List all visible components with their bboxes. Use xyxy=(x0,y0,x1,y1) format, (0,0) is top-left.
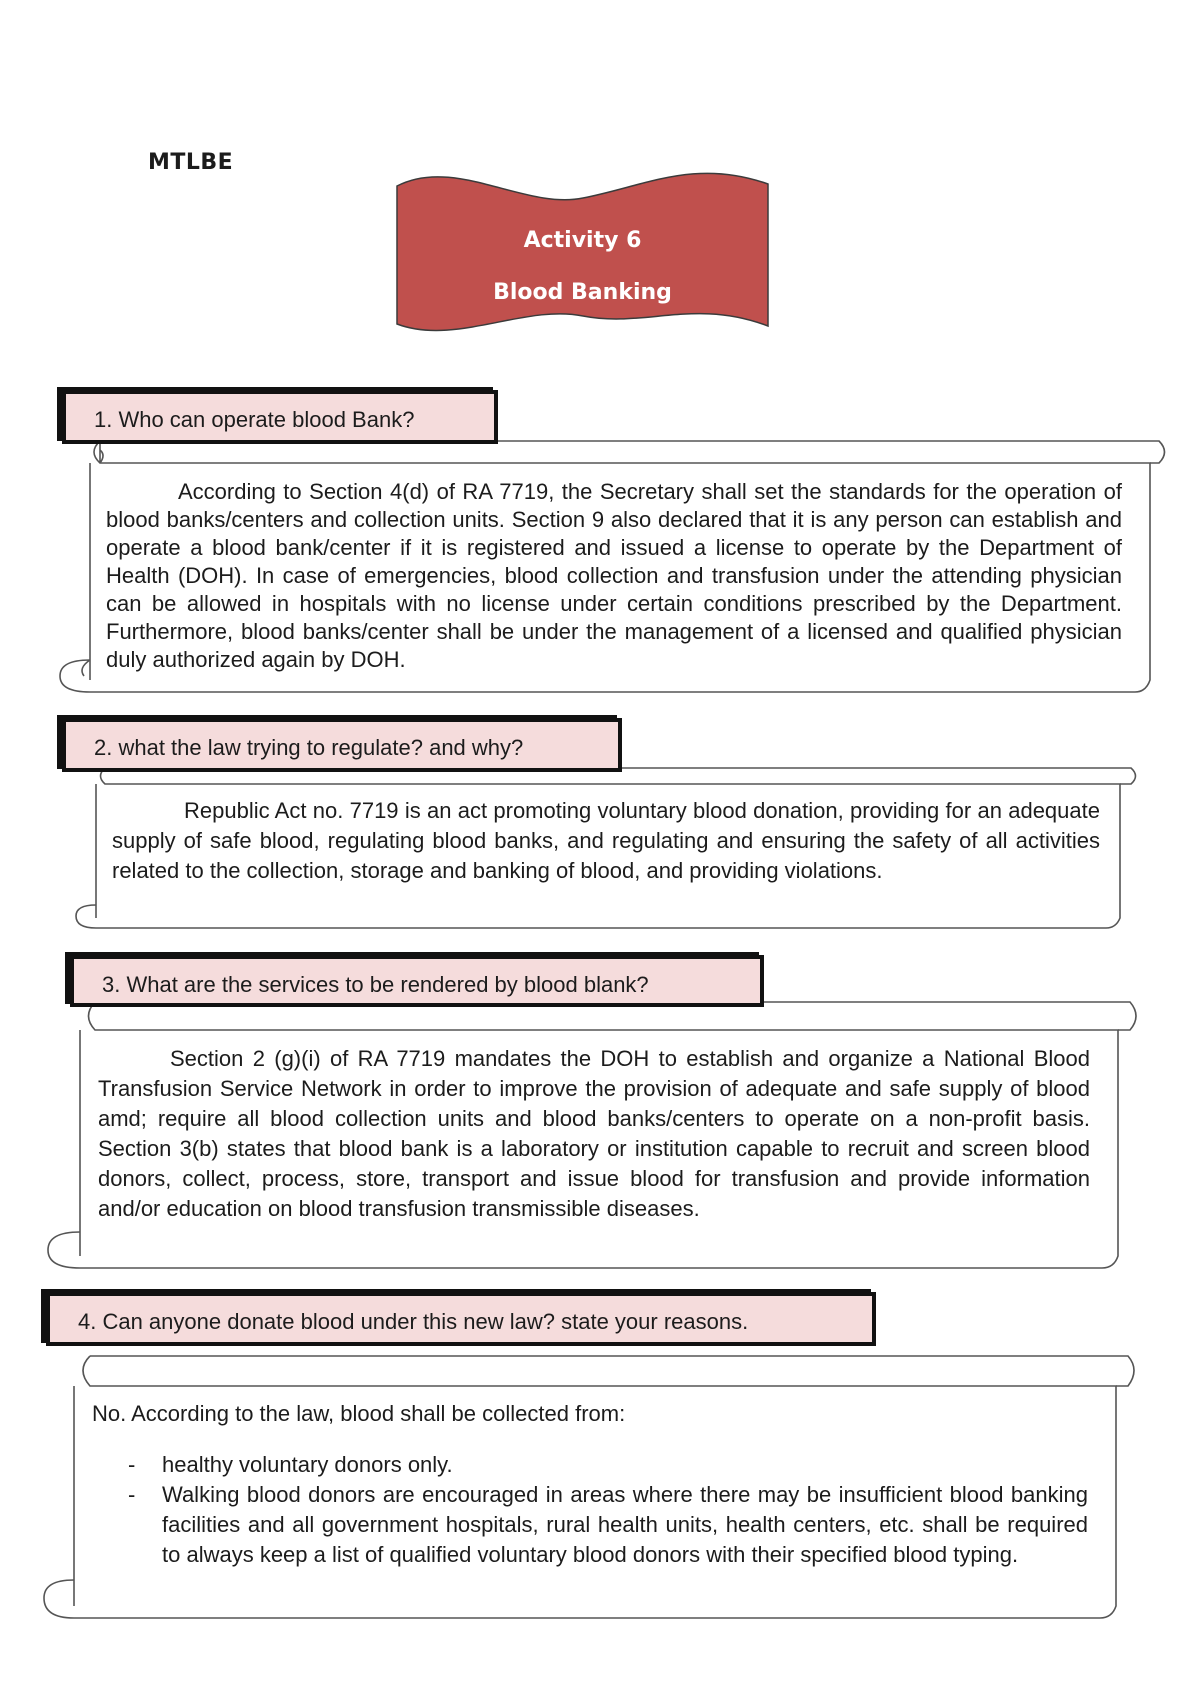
answer-3 xyxy=(98,1044,1090,1224)
answer-1 xyxy=(106,478,1122,674)
question-4: 4. Can anyone donate blood under this new law? state your reasons. xyxy=(46,1292,876,1346)
answer-4-intro: No. According to the law, blood shall be collected from: xyxy=(92,1401,626,1426)
list-item: - Walking blood donors are encouraged in areas where there may be insufficient blood banking facilities and all government hospitals, rural health units, health centers, etc. shall be required to always keep a list of qualified voluntary blood donors with their specified blood typing. xyxy=(128,1480,1088,1570)
answer-2 xyxy=(112,796,1100,886)
question-1: 1. Who can operate blood Bank? xyxy=(62,390,498,444)
question-3: 3. What are the services to be rendered by blood blank? xyxy=(70,955,764,1007)
question-2: 2. what the law trying to regulate? and why? xyxy=(62,718,622,772)
activity-number: Activity 6 xyxy=(523,228,642,253)
activity-title: Blood Banking xyxy=(493,280,672,305)
donor-list xyxy=(92,1450,1088,1570)
course-label: MTLBE xyxy=(148,150,234,175)
list-item: - healthy voluntary donors only. xyxy=(128,1450,1088,1480)
answer-1-text: According to Section 4(d) of RA 7719, the Secretary shall set the standards for the operation of blood banks/centers and collection units. Section 9 also declared that it is any person can establish and operate a blood bank/center if it is registered and issued a license to operate by the Department of Health (DOH). In case of emergencies, blood collection and transfusion under the attending physician can be allowed in hospitals with no license under certain conditions prescribed by the Department. Furthermore, blood banks/center shall be under the management of a licensed and qualified physician duly authorized again by DOH. xyxy=(106,479,1122,672)
answer-3-text: Section 2 (g)(i) of RA 7719 mandates the DOH to establish and organize a National Blood Transfusion Service Network in order to improve the provision of adequate and safe supply of blood amd; require all blood collection units and blood banks/centers to operate on a non-profit basis. Section 3(b) states that blood bank is a laboratory or institution capable to recruit and screen blood donors, collect, process, store, transport and issue blood for transfusion and provide information and/or education on blood transfusion transmissible diseases. xyxy=(98,1046,1090,1221)
answer-2-text: Republic Act no. 7719 is an act promoting voluntary blood donation, providing for an adequate supply of safe blood, regulating blood banks, and regulating and ensuring the safety of all activities related to the collection, storage and banking of blood, and providing violations. xyxy=(112,798,1100,883)
answer-4 xyxy=(92,1400,1088,1570)
